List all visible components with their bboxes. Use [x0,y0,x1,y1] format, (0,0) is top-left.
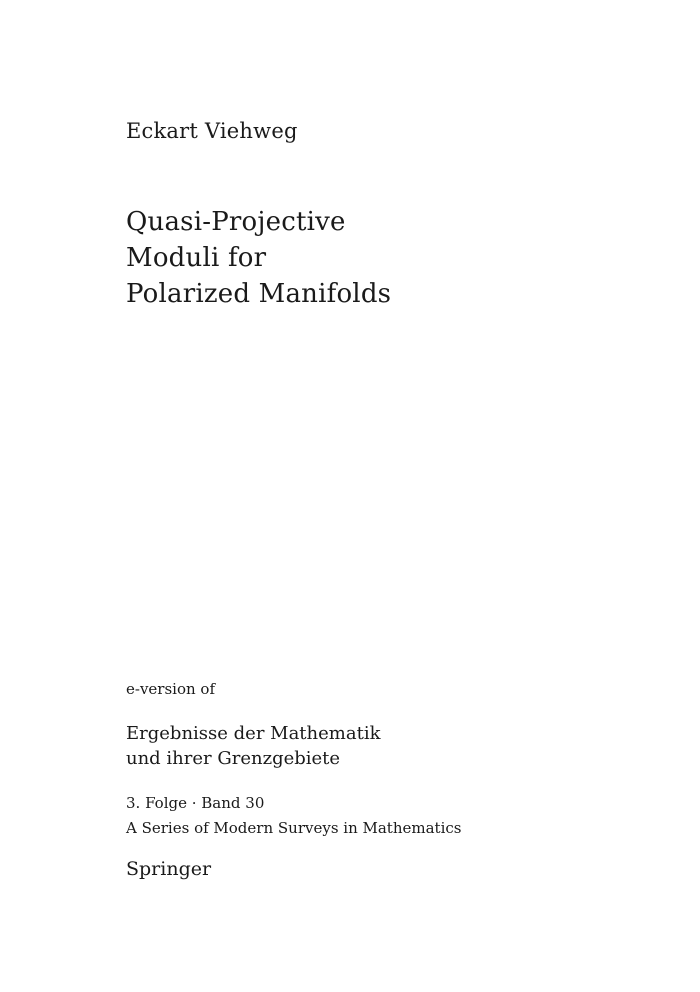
book-title-line-2: Moduli for [126,243,267,273]
book-title-line-1: Quasi-Projective [126,207,346,237]
series-name [126,721,380,771]
book-title [126,204,391,312]
series-name-line-2: und ihrer Grenzgebiete [126,748,341,769]
series-volume: 3. Folge · Band 30 [126,794,265,812]
book-title-line-3: Polarized Manifolds [126,279,392,309]
author-name: Eckart Viehweg [126,119,298,143]
eversion-label: e-version of [126,680,216,698]
publisher-name: Springer [126,858,212,880]
series-subtitle: A Series of Modern Surveys in Mathematics [126,819,462,837]
series-name-line-1: Ergebnisse der Mathematik [126,723,381,744]
